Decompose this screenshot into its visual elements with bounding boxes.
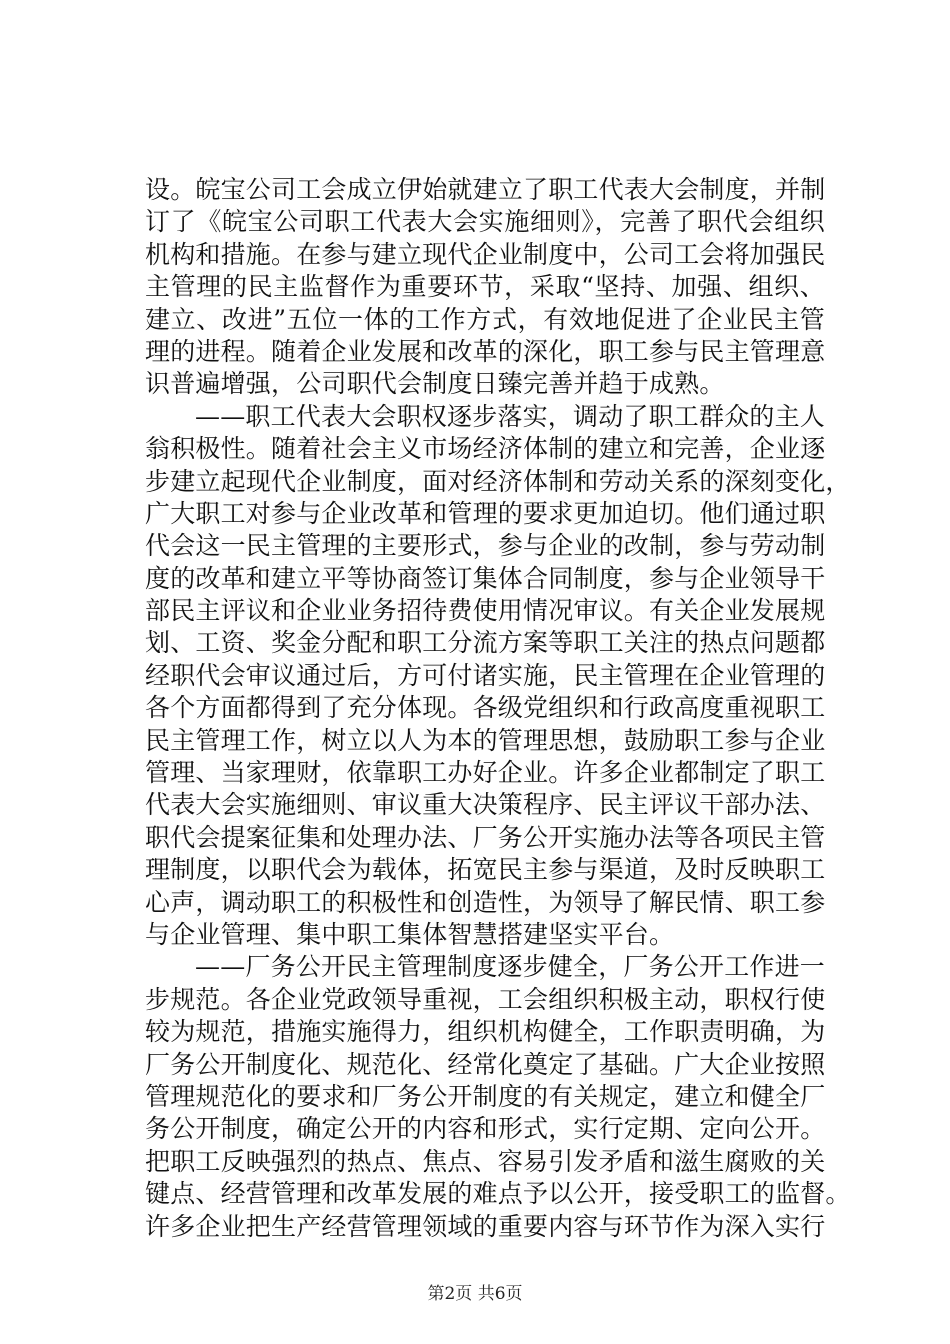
text-line: 较为规范，措施实施得力，组织机构健全，工作职责明确，为 [145,1017,826,1047]
paragraph [145,951,851,1243]
text-line: 步规范。各企业党政领导重视，工会组织积极主动，职权行使 [145,984,826,1014]
text-line: 理制度，以职代会为载体，拓宽民主参与渠道，及时反映职工 [145,855,826,885]
text-line: ——厂务公开民主管理制度逐步健全，厂务公开工作进一 [195,952,826,982]
text-line: 厂务公开制度化、规范化、经常化奠定了基础。广大企业按照 [145,1049,826,1079]
text-line: 代表大会实施细则、审议重大决策程序、民主评议干部办法、 [145,790,826,820]
text-line: ——职工代表大会职权逐步落实，调动了职工群众的主人 [195,401,826,431]
page-number: 第2页 共6页 [427,1284,523,1304]
text-line: 各个方面都得到了充分体现。各级党组织和行政高度重视职工 [145,693,826,723]
text-line: 经职代会审议通过后，方可付诸实施，民主管理在企业管理的 [145,660,826,690]
text-line: 翁积极性。随着社会主义市场经济体制的建立和完善，企业逐 [145,434,826,464]
text-line: 管理、当家理财，依靠职工办好企业。许多企业都制定了职工 [145,758,826,788]
text-line: 机构和措施。在参与建立现代企业制度中，公司工会将加强民 [145,239,826,269]
text-line: 民主管理工作，树立以人为本的管理思想，鼓励职工参与企业 [145,725,826,755]
text-line: 划、工资、奖金分配和职工分流方案等职工关注的热点问题都 [145,628,826,658]
text-line: 键点、经营管理和改革发展的难点予以公开，接受职工的监督。 [145,1179,851,1209]
page-footer [0,1283,950,1305]
text-line: 部民主评议和企业业务招待费使用情况审议。有关企业发展规 [145,596,826,626]
text-line: 理的进程。随着企业发展和改革的深化，职工参与民主管理意 [145,336,826,366]
text-line: 务公开制度，确定公开的内容和形式，实行定期、定向公开。 [145,1114,826,1144]
text-line: 心声，调动职工的积极性和创造性，为领导了解民情、职工参 [145,887,826,917]
text-line: 职代会提案征集和处理办法、厂务公开实施办法等各项民主管 [145,822,826,852]
text-line: 代会这一民主管理的主要形式，参与企业的改制，参与劳动制 [145,531,826,561]
text-line: 广大职工对参与企业改革和管理的要求更加迫切。他们通过职 [145,498,826,528]
text-line: 识普遍增强，公司职代会制度日臻完善并趋于成熟。 [145,369,725,399]
text-line: 订了《皖宝公司职工代表大会实施细则》，完善了职代会组织 [145,207,825,237]
document-body [145,174,851,1243]
paragraph [145,174,825,401]
text-line: 许多企业把生产经营管理领域的重要内容与环节作为深入实行 [145,1211,826,1241]
paragraph [145,401,851,952]
text-line: 建立、改进”五位一体的工作方式，有效地促进了企业民主管 [145,304,825,334]
text-line: 把职工反映强烈的热点、焦点、容易引发矛盾和滋生腐败的关 [145,1146,826,1176]
text-line: 步建立起现代企业制度，面对经济体制和劳动关系的深刻变化， [145,466,851,496]
text-line: 管理规范化的要求和厂务公开制度的有关规定，建立和健全厂 [145,1081,826,1111]
text-line: 设。皖宝公司工会成立伊始就建立了职工代表大会制度，并制 [145,175,826,204]
text-line: 与企业管理、集中职工集体智慧搭建坚实平台。 [145,919,675,949]
text-line: 度的改革和建立平等协商签订集体合同制度，参与企业领导干 [145,563,826,593]
text-line: 主管理的民主监督作为重要环节，采取“坚持、加强、组织、 [145,272,825,302]
